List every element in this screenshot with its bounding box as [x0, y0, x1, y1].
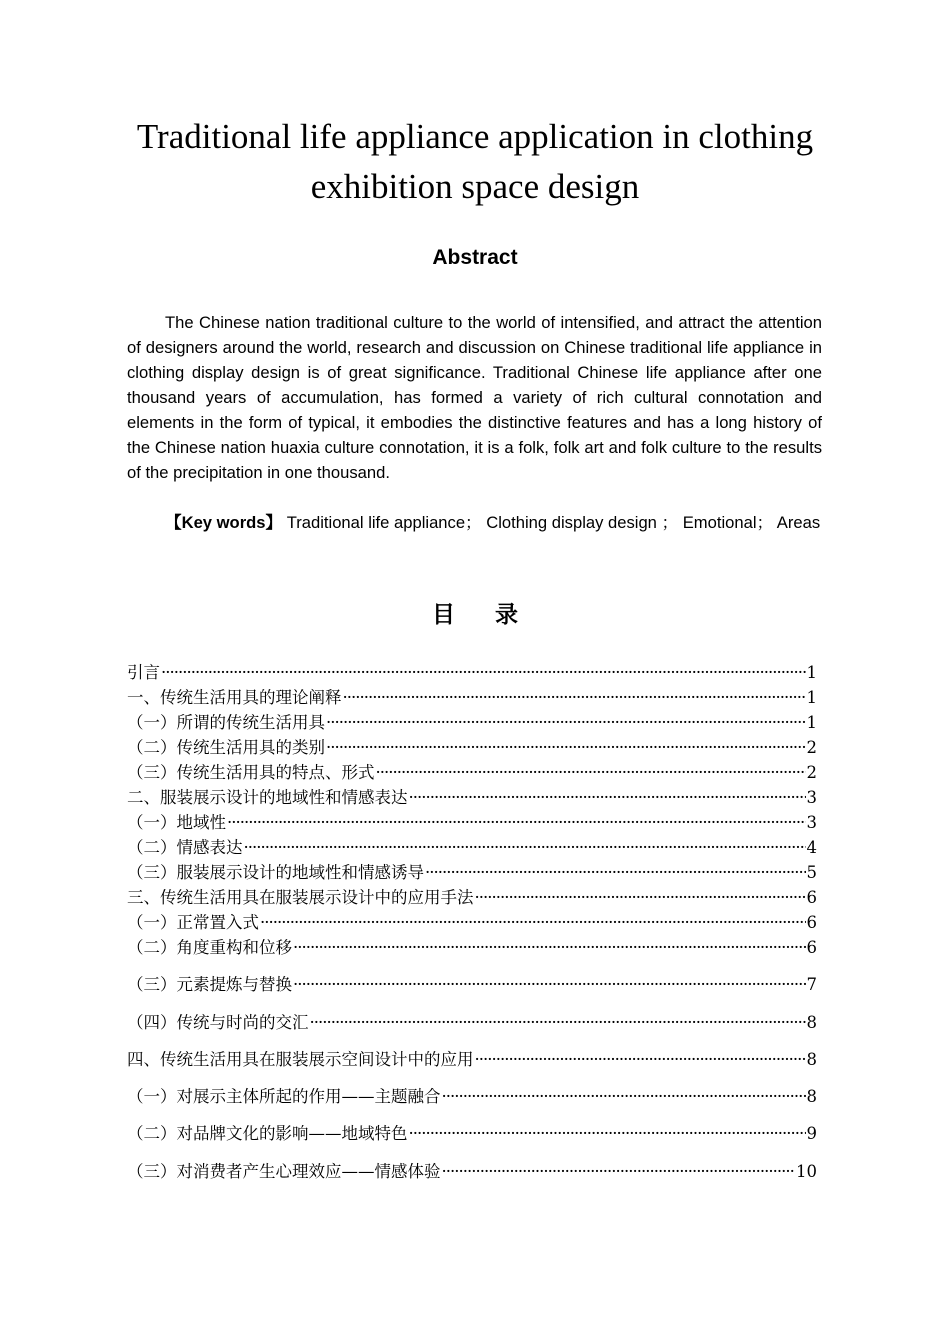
toc-dot-leader	[442, 1084, 806, 1109]
toc-entry-label: （一）正常置入式	[127, 913, 259, 932]
toc-entry-page: 8	[806, 1087, 817, 1107]
table-of-contents	[127, 660, 817, 1184]
toc-entry-page: 4	[806, 838, 817, 857]
toc-entry-page: 3	[806, 788, 817, 807]
toc-entry-page: 1	[806, 713, 817, 732]
toc-dot-leader	[293, 935, 806, 960]
keywords-text: Traditional life appliance； Clothing display design ； Emotional； Areas	[282, 513, 821, 532]
toc-entry[interactable]	[127, 760, 817, 785]
toc-entry[interactable]	[127, 710, 817, 735]
toc-entry[interactable]	[127, 735, 817, 760]
toc-dot-leader	[260, 910, 806, 935]
toc-dot-leader	[409, 785, 806, 810]
toc-entry-label: 四、传统生活用具在服装展示空间设计中的应用	[127, 1049, 474, 1069]
toc-entry[interactable]	[127, 660, 817, 685]
document-title	[100, 112, 850, 212]
toc-entry[interactable]	[127, 1146, 817, 1183]
toc-dot-leader	[343, 685, 806, 710]
toc-dot-leader	[425, 860, 806, 885]
toc-dot-leader	[326, 735, 806, 760]
toc-entry-label: 三、传统生活用具在服装展示设计中的应用手法	[127, 888, 474, 907]
toc-entry[interactable]	[127, 1072, 817, 1109]
keywords-paragraph	[127, 511, 822, 535]
toc-dot-leader	[475, 885, 806, 910]
toc-entry[interactable]	[127, 960, 817, 997]
toc-entry-page: 7	[806, 975, 817, 995]
toc-entry-page: 6	[806, 913, 817, 932]
abstract-heading: Abstract	[432, 246, 518, 269]
toc-entry-label: （二）对品牌文化的影响——地域特色	[127, 1124, 408, 1144]
toc-entry-label: 一、传统生活用具的理论阐释	[127, 688, 342, 707]
toc-entry[interactable]	[127, 997, 817, 1034]
toc-entry-label: （一）地域性	[127, 813, 226, 832]
toc-entry-label: 二、服装展示设计的地域性和情感表达	[127, 788, 408, 807]
toc-entry[interactable]	[127, 935, 817, 960]
toc-entry-page: 9	[806, 1124, 817, 1144]
title-line-1: Traditional life appliance application in clothing	[136, 117, 814, 156]
toc-entry-page: 6	[806, 938, 817, 957]
toc-entry-label: （三）传统生活用具的特点、形式	[127, 763, 375, 782]
toc-entry-page: 10	[796, 1161, 817, 1181]
toc-entry-label: （三）对消费者产生心理效应——情感体验	[127, 1161, 441, 1181]
toc-entry[interactable]	[127, 810, 817, 835]
toc-dot-leader	[244, 835, 806, 860]
toc-dot-leader	[326, 710, 806, 735]
toc-entry-label: （三）服装展示设计的地域性和情感诱导	[127, 863, 424, 882]
toc-entry[interactable]	[127, 910, 817, 935]
toc-dot-leader	[161, 660, 806, 685]
toc-entry-page: 2	[806, 763, 817, 782]
toc-entry-label: （四）传统与时尚的交汇	[127, 1012, 309, 1032]
toc-entry[interactable]	[127, 885, 817, 910]
toc-dot-leader	[442, 1159, 796, 1184]
toc-entry-page: 1	[806, 663, 817, 682]
toc-dot-leader	[310, 1010, 806, 1035]
toc-heading: 目录	[432, 602, 558, 628]
toc-entry-page: 5	[806, 863, 817, 882]
toc-entry-label: （二）角度重构和位移	[127, 938, 292, 957]
toc-entry-page: 1	[806, 688, 817, 707]
toc-entry-label: （一）所谓的传统生活用具	[127, 713, 325, 732]
toc-entry[interactable]	[127, 1035, 817, 1072]
toc-entry-label: （一）对展示主体所起的作用——主题融合	[127, 1087, 441, 1107]
toc-entry-page: 6	[806, 888, 817, 907]
toc-entry[interactable]	[127, 835, 817, 860]
toc-entry-page: 3	[806, 813, 817, 832]
toc-entry-page: 8	[806, 1049, 817, 1069]
toc-entry-page: 2	[806, 738, 817, 757]
toc-dot-leader	[475, 1047, 806, 1072]
title-line-2: exhibition space design	[310, 167, 640, 206]
toc-entry-label: 引言	[127, 663, 160, 682]
toc-entry[interactable]	[127, 860, 817, 885]
toc-entry-label: （二）情感表达	[127, 838, 243, 857]
toc-dot-leader	[409, 1121, 806, 1146]
toc-entry[interactable]	[127, 785, 817, 810]
toc-entry-page: 8	[806, 1012, 817, 1032]
toc-entry[interactable]	[127, 1109, 817, 1146]
toc-entry-label: （二）传统生活用具的类别	[127, 738, 325, 757]
toc-dot-leader	[293, 972, 806, 997]
toc-entry-label: （三）元素提炼与替换	[127, 975, 292, 995]
toc-dot-leader	[376, 760, 806, 785]
toc-dot-leader	[227, 810, 806, 835]
toc-entry[interactable]	[127, 685, 817, 710]
abstract-paragraph: The Chinese nation traditional culture to the world of intensified, and attract the attention of designers around the world, research and discussion on Chinese traditional life appliance in clothing display design is of great significance. Traditional Chinese life appliance after one thousand years of accumulation, has formed a variety of rich cultural connotation and elements in the form of typical, it embodies the distinctive features and has a long history of the Chinese nation huaxia culture connotation, it is a folk, folk art and folk culture to the results of the precipitation in one thousand.	[127, 313, 822, 482]
keywords-label: 【Key words】	[165, 513, 283, 532]
